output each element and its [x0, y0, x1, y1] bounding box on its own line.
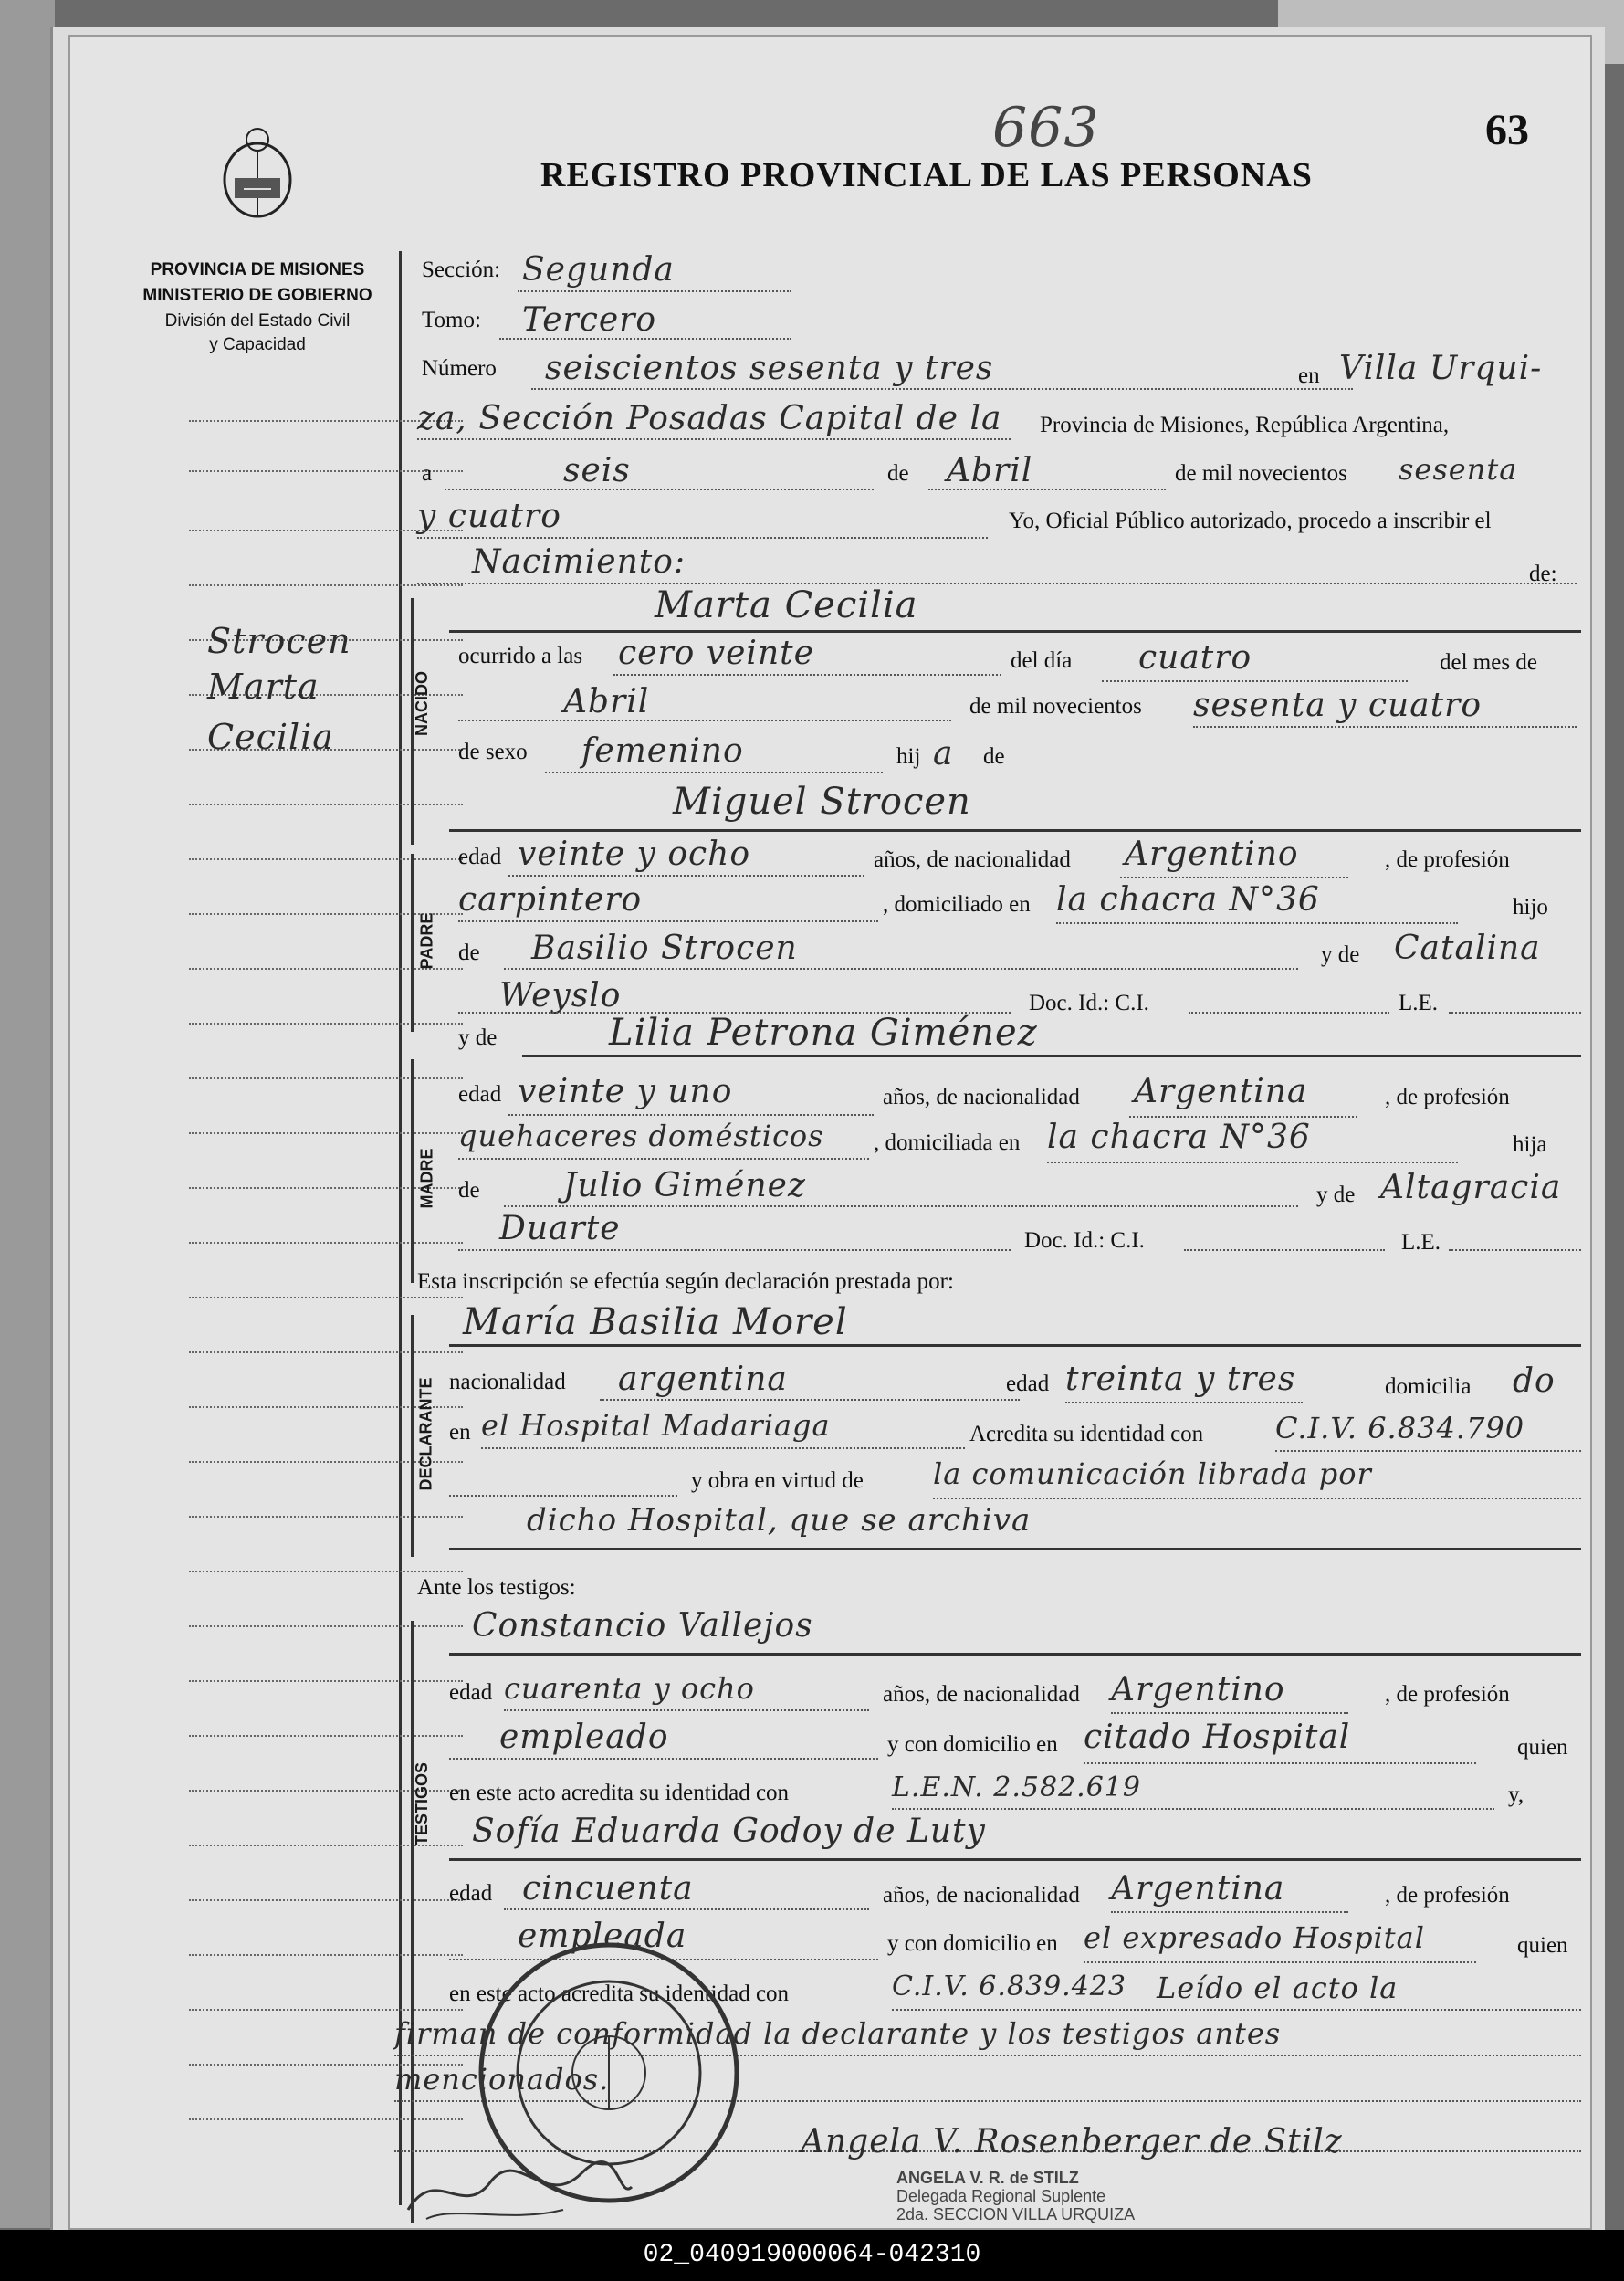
label-de: de [458, 941, 480, 965]
certificate-page [68, 35, 1592, 2230]
value-cierre-b: firman de conformidad la declarante y los testigos antes [394, 2016, 1282, 2051]
value-madre-dom: la chacra N°36 [1047, 1119, 1311, 1156]
value-madre-madre-b: Duarte [499, 1210, 621, 1247]
label-doc-id: Doc. Id.: C.I. [1024, 1228, 1145, 1253]
rule [1084, 1762, 1476, 1764]
label-tomo: Tomo: [422, 308, 481, 332]
label-edad: edad [458, 845, 502, 869]
rule [504, 968, 1298, 970]
value-padre-nac: Argentino [1125, 836, 1299, 873]
section-nacido: NACIDO [413, 671, 431, 736]
value-t1-dom: citado Hospital [1084, 1719, 1351, 1756]
label-obra: y obra en virtud de [691, 1468, 864, 1493]
section-declarante: DECLARANTE [416, 1377, 435, 1491]
header-line: MINISTERIO DE GOBIERNO [142, 286, 372, 305]
value-decl-nac: argentina [618, 1361, 788, 1398]
margin-name-line: Cecilia [207, 717, 334, 757]
value-dia-nac: cuatro [1138, 639, 1252, 677]
stamp-line: 2da. SECCION VILLA URQUIZA [896, 2205, 1136, 2223]
margin-name-line: Strocen [207, 621, 351, 661]
label-en: en [449, 1420, 471, 1445]
value-cierre-a: Leído el acto la [1157, 1971, 1399, 2005]
label-anos-nac: años, de nacionalidad [883, 1085, 1080, 1109]
rule [531, 388, 1353, 390]
section-rule [449, 630, 1581, 633]
stamp-line: ANGELA V. R. de STILZ [896, 2169, 1079, 2187]
label-domiciliado: , domiciliado en [883, 892, 1031, 917]
rule [417, 438, 1011, 440]
value-padre-edad: veinte y ocho [518, 836, 751, 873]
rule [1102, 680, 1408, 682]
label-del-mes: del mes de [1440, 650, 1537, 675]
official-signature: Angela V. Rosenberger de Stilz [801, 2123, 1343, 2160]
header-line: y Capacidad [209, 335, 306, 354]
value-decl-dom: el Hospital Madariaga [481, 1408, 831, 1443]
scan-id-bar: 02_040919000064-042310 [0, 2230, 1624, 2281]
section-bar [411, 1621, 414, 2223]
value-mes-nac: Abril [563, 683, 650, 720]
value-tomo: Tercero [522, 301, 657, 339]
section-rule [449, 829, 1581, 832]
value-numero: seiscientos sesenta y tres [545, 350, 994, 387]
label-ante: Ante los testigos: [417, 1575, 576, 1600]
label-de: de [983, 744, 1005, 769]
value-lugar-a: Villa Urqui- [1339, 350, 1543, 387]
label-provincia: Provincia de Misiones, República Argentina, [1040, 413, 1450, 437]
rule [1449, 1249, 1581, 1251]
value-testigo2: Sofía Eduarda Godoy de Luty [472, 1813, 986, 1850]
value-t2-dom: el expresado Hospital [1084, 1920, 1425, 1955]
label-seccion: Sección: [422, 258, 501, 282]
value-padre-madre-b: Weyslo [499, 977, 622, 1014]
rule [417, 583, 1577, 584]
rule [613, 674, 1001, 676]
value-seccion: Segunda [522, 251, 675, 289]
label-anos-nac: años, de nacionalidad [874, 847, 1071, 872]
value-t2-edad: cincuenta [522, 1870, 694, 1908]
folio-handwritten: 663 [992, 96, 1100, 160]
label-acredita: Acredita su identidad con [969, 1422, 1204, 1446]
rule [508, 875, 864, 877]
label-hija: hija [1513, 1132, 1547, 1157]
label-hijo: hijo [1513, 895, 1548, 920]
value-dia: seis [563, 452, 631, 489]
label-domicilia: domicilia [1385, 1374, 1472, 1399]
rule [481, 1447, 965, 1449]
value-t2-prof: empleada [518, 1918, 687, 1955]
label-anos-nac: años, de nacionalidad [883, 1682, 1080, 1707]
value-t1-id: L.E.N. 2.582.619 [892, 1771, 1141, 1803]
rule [892, 1808, 1494, 1810]
section-madre: MADRE [417, 1148, 436, 1209]
rule [1275, 1450, 1581, 1452]
label-a: a [422, 461, 433, 486]
header-line: PROVINCIA DE MISIONES [150, 260, 365, 279]
label-acredita-acto: en este acto acredita su identidad con [449, 1981, 790, 2006]
value-sexo: femenino [581, 732, 744, 770]
value-declarante: María Basilia Morel [463, 1301, 848, 1343]
rule [1084, 1961, 1476, 1963]
label-inscripcion: Esta inscripción se efectúa según declaración prestada por: [417, 1269, 954, 1294]
section-testigos: TESTIGOS [413, 1761, 432, 1846]
section-rule [449, 1858, 1581, 1861]
section-rule [449, 1653, 1581, 1656]
rule [458, 720, 951, 721]
value-madre-madre-a: Altagracia [1380, 1169, 1562, 1206]
rule [499, 338, 791, 340]
value-anio-nac: sesenta y cuatro [1193, 687, 1483, 724]
value-madre: Lilia Petrona Giménez [609, 1012, 1038, 1054]
label-edad: edad [449, 1680, 493, 1705]
rule [458, 1158, 869, 1160]
value-t1-edad: cuarenta y ocho [504, 1671, 755, 1706]
rule [458, 920, 878, 922]
label-con-dom: y con domicilio en [887, 1931, 1058, 1956]
label-acredita-acto: en este acto acredita su identidad con [449, 1781, 790, 1805]
rule [545, 772, 883, 773]
label-con-dom: y con domicilio en [887, 1732, 1058, 1757]
label-hij: hij [896, 744, 921, 769]
label-de-colon: de: [1529, 562, 1557, 586]
header-left [116, 260, 399, 355]
label-sexo: de sexo [458, 740, 528, 764]
value-t2-id: C.I.V. 6.839.423 [892, 1971, 1126, 2002]
rule [504, 1205, 1298, 1207]
value-padre-padre: Basilio Strocen [531, 930, 798, 967]
label-nacionalidad: nacionalidad [449, 1370, 566, 1394]
value-madre-padre: Julio Giménez [563, 1167, 806, 1204]
value-mes: Abril [947, 452, 1033, 489]
section-rule [522, 1055, 1581, 1057]
value-t2-nac: Argentina [1111, 1870, 1285, 1908]
label-edad: edad [449, 1881, 493, 1906]
rule [445, 489, 874, 490]
value-madre-nac: Argentina [1134, 1073, 1308, 1110]
rule [449, 1758, 878, 1760]
rule [449, 1495, 677, 1497]
rule [1111, 1712, 1348, 1714]
label-profesion: , de profesión [1385, 1085, 1510, 1109]
rule [1111, 1911, 1348, 1913]
rule [1189, 1012, 1389, 1014]
value-madre-prof: quehaceres domésticos [458, 1119, 824, 1153]
rule [1056, 922, 1458, 924]
rule [928, 489, 1166, 490]
rule [1129, 1116, 1357, 1118]
label-del-dia: del día [1011, 648, 1073, 673]
stamp-line: Delegada Regional Suplente [896, 2187, 1106, 2205]
rule [1047, 1162, 1458, 1163]
label-de: de [887, 461, 909, 486]
label-profesion: , de profesión [1385, 847, 1510, 872]
value-decl-id: C.I.V. 6.834.790 [1275, 1411, 1525, 1445]
section-bar [411, 854, 414, 1032]
value-madre-edad: veinte y uno [518, 1073, 733, 1110]
label-de-mil-nov: de mil novecientos [969, 694, 1142, 719]
section-bar [411, 1059, 414, 1283]
witness-signature-icon [399, 2155, 636, 2228]
label-profesion: , de profesión [1385, 1682, 1510, 1707]
value-padre: Miguel Strocen [673, 781, 971, 823]
rule [1065, 1402, 1303, 1403]
value-padre-prof: carpintero [458, 881, 643, 919]
rule [417, 537, 988, 539]
page-number: 63 [1485, 106, 1529, 154]
rule [1193, 726, 1577, 728]
label-quien: quien [1517, 1933, 1568, 1958]
label-edad: edad [1006, 1372, 1050, 1396]
label-y-comma: y, [1508, 1782, 1524, 1807]
label-quien: quien [1517, 1735, 1568, 1760]
label-numero: Número [422, 356, 497, 381]
background-edge [0, 0, 55, 2228]
value-nombre: Marta Cecilia [655, 584, 918, 626]
label-de: de [458, 1178, 480, 1203]
rule [504, 1709, 869, 1711]
label-le: L.E. [1399, 991, 1439, 1015]
label-de-mil: de mil novecientos [1175, 461, 1347, 486]
rule [458, 1249, 1011, 1251]
section-rule [449, 1344, 1581, 1347]
header-line: División del Estado Civil [164, 311, 351, 331]
margin-name-line: Marta [207, 667, 320, 707]
rule [1449, 1012, 1581, 1014]
margin-divider [399, 251, 402, 2205]
value-lugar-b: za, Sección Posadas Capital de la [417, 400, 1002, 437]
rule [504, 1908, 869, 1910]
rule [1184, 1249, 1385, 1251]
label-en: en [1298, 363, 1320, 388]
label-y-de: y de [1316, 1183, 1356, 1207]
value-acto: Nacimiento: [472, 543, 686, 581]
value-decl-dom-suffix: do [1513, 1362, 1556, 1400]
rule [933, 1498, 1581, 1499]
label-profesion: , de profesión [1385, 1883, 1510, 1908]
value-hora: cero veinte [618, 635, 814, 672]
rule [518, 290, 791, 292]
label-le: L.E. [1401, 1230, 1441, 1255]
section-bar [411, 1315, 414, 1557]
rule [892, 2009, 1581, 2011]
value-padre-madre-a: Catalina [1394, 930, 1541, 967]
label-y-de: y de [1321, 942, 1360, 967]
value-decl-obra-b: dicho Hospital, que se archiva [527, 1502, 1032, 1539]
section-padre: PADRE [417, 912, 436, 970]
rule [1120, 877, 1348, 878]
value-anio-b: y cuatro [417, 498, 561, 535]
value-t1-prof: empleado [499, 1719, 669, 1756]
value-t1-nac: Argentino [1111, 1671, 1285, 1708]
page-title: REGISTRO PROVINCIAL DE LAS PERSONAS [540, 156, 1313, 194]
rule [508, 1114, 874, 1116]
label-domiciliada: , domiciliada en [874, 1130, 1021, 1155]
value-anio-a: sesenta [1399, 452, 1518, 487]
section-rule [449, 1548, 1581, 1550]
value-decl-obra-a: la comunicación librada por [933, 1456, 1372, 1491]
name-stamp [896, 2169, 1135, 2223]
value-hij-suffix: a [933, 735, 954, 773]
label-ocurrido: ocurrido a las [458, 644, 583, 668]
value-padre-dom: la chacra N°36 [1056, 881, 1320, 919]
label-anos-nac: años, de nacionalidad [883, 1883, 1080, 1908]
label-doc-id: Doc. Id.: C.I. [1029, 991, 1149, 1015]
rule [600, 1399, 1020, 1401]
coat-of-arms-icon [216, 123, 299, 224]
label-y-de: y de [458, 1025, 498, 1050]
label-oficial: Yo, Oficial Público autorizado, procedo a inscribir el [1009, 509, 1492, 533]
value-testigo1: Constancio Vallejos [472, 1607, 813, 1645]
value-cierre-c: mencionados. [394, 2062, 610, 2097]
label-edad: edad [458, 1082, 502, 1107]
value-decl-edad: treinta y tres [1065, 1361, 1296, 1398]
